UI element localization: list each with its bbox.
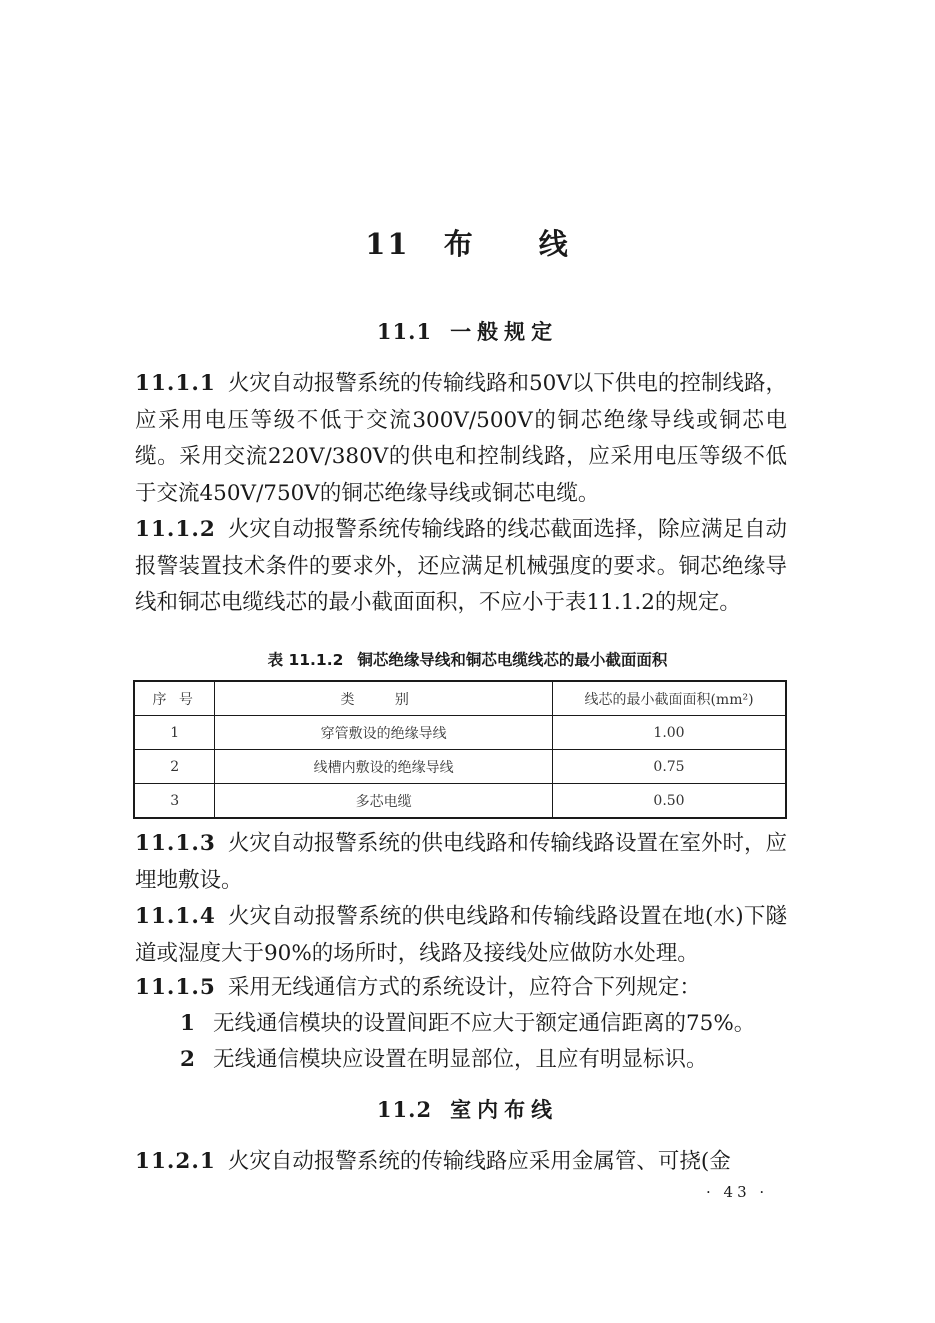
clause-text: 火灾自动报警系统的传输线路和50V以下供电的控制线路，应采用电压等级不低于交流300V/500V的铜芯绝缘导线或铜芯电缆。采用交流220V/380V的供电和控制线路，应采用电压等级不低于交流450V/750V的铜芯绝缘导线或铜芯电缆。	[135, 371, 787, 506]
chapter-number: 11	[365, 227, 410, 261]
clause-11-1-3	[135, 826, 787, 899]
section-number: 11.2	[376, 1097, 433, 1122]
page-number: · 43 ·	[706, 1183, 769, 1201]
table-cell: 线槽内敷设的绝缘导线	[215, 750, 553, 784]
clause-text: 火灾自动报警系统传输线路的线芯截面选择，除应满足自动报警装置技术条件的要求外，还应满足机械强度的要求。铜芯绝缘导线和铜芯电缆线芯的最小截面面积，不应小于表11.1.2的规定。	[135, 517, 787, 615]
table-cell: 1.00	[553, 716, 786, 750]
chapter-title-char-2: 线	[538, 227, 570, 261]
table-cell: 2	[134, 750, 215, 784]
clause-11-1-1	[135, 366, 787, 512]
clause-number: 11.1.2	[135, 517, 216, 542]
section-number: 11.1	[376, 319, 433, 344]
table-caption-number: 表 11.1.2	[267, 651, 344, 669]
clause-text: 火灾自动报警系统的供电线路和传输线路设置在室外时，应埋地敷设。	[135, 831, 787, 893]
clause-11-2-1	[135, 1144, 787, 1181]
chapter-title-char-1: 布	[443, 227, 475, 261]
list-item-number: 1	[180, 1011, 195, 1036]
section-heading-11-1	[0, 316, 935, 346]
section-title-text: 室内布线	[450, 1097, 559, 1122]
clause-number: 11.1.3	[135, 831, 216, 856]
clause-number: 11.2.1	[135, 1149, 216, 1174]
table-row	[134, 716, 786, 750]
list-item	[180, 1006, 790, 1043]
clause-11-1-4	[135, 899, 787, 972]
table-row	[134, 750, 786, 784]
table-cell: 多芯电缆	[215, 784, 553, 819]
table-cell: 0.75	[553, 750, 786, 784]
section-title-text: 一般规定	[450, 319, 559, 344]
table-header-row	[134, 681, 786, 716]
cross-section-table	[133, 680, 787, 819]
clause-11-1-5	[135, 970, 787, 1007]
clause-text: 采用无线通信方式的系统设计，应符合下列规定：	[227, 975, 701, 1000]
table-cell: 0.50	[553, 784, 786, 819]
clause-number: 11.1.4	[135, 904, 216, 929]
table-header-cell: 序 号	[134, 681, 215, 716]
clause-text: 火灾自动报警系统的传输线路应采用金属管、可挠(金	[227, 1149, 731, 1174]
clause-text: 火灾自动报警系统的供电线路和传输线路设置在地(水)下隧道或湿度大于90%的场所时，线路及接线处应做防水处理。	[135, 904, 787, 966]
table-caption	[0, 648, 935, 670]
clause-11-1-2	[135, 512, 787, 622]
table-cell: 穿管敷设的绝缘导线	[215, 716, 553, 750]
list-item-number: 2	[180, 1047, 195, 1072]
table-row	[134, 784, 786, 819]
table-header-cell: 线芯的最小截面面积(mm²)	[553, 681, 786, 716]
clause-number: 11.1.5	[135, 975, 216, 1000]
section-heading-11-2	[0, 1094, 935, 1124]
list-item-text: 无线通信模块应设置在明显部位，且应有明显标识。	[212, 1047, 708, 1072]
table-cell: 1	[134, 716, 215, 750]
clause-number: 11.1.1	[135, 371, 216, 396]
table-cell: 3	[134, 784, 215, 819]
table-caption-text: 铜芯绝缘导线和铜芯电缆线芯的最小截面面积	[357, 651, 668, 669]
list-item	[180, 1042, 790, 1079]
table-header-cell: 类 别	[215, 681, 553, 716]
list-item-text: 无线通信模块的设置间距不应大于额定通信距离的75%。	[212, 1011, 756, 1036]
chapter-title	[0, 222, 935, 263]
